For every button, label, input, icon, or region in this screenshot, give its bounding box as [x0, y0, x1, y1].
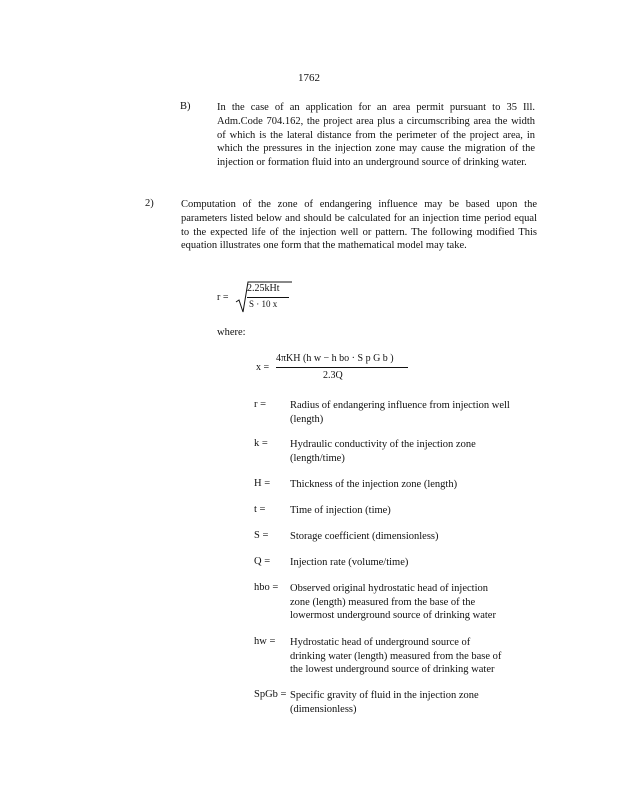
item-b-label: B) [180, 101, 191, 112]
formula-r-lhs: r = [217, 292, 229, 303]
formula-x-fraction-bar [276, 367, 408, 368]
formula-r-denominator: S · 10 x [249, 299, 278, 309]
page-number: 1762 [298, 72, 320, 84]
def-t-symbol: t = [254, 504, 266, 515]
where-label: where: [217, 327, 246, 338]
formula-x-lhs: x = [256, 362, 270, 373]
def-k-symbol: k = [254, 438, 268, 449]
def-hw-text: Hydrostatic head of underground source of drinking water (length) measured from the base of the lowest underground source of drinking water [290, 637, 502, 675]
item-2-label: 2) [145, 198, 154, 209]
def-hbo-text: Observed original hydrostatic head of injection zone (length) measured from the base of the lowermost underground source of drinking water [290, 583, 496, 621]
formula-r-fraction-bar [247, 297, 289, 298]
item-2-text: Computation of the zone of endangering influence may be based upon the parameters listed below and should be calculated for an injection time period equal to the expected life of the injection well or pattern. The following modified This equation illustrates one form that the mathematical model may take. [181, 199, 537, 252]
def-spgb-text: Specific gravity of fluid in the injection zone (dimensionless) [290, 690, 479, 715]
def-r-text: Radius of endangering influence from injection well (length) [290, 400, 510, 425]
formula-x-numerator: 4πKH (h w − h bo · S p G b ) [276, 353, 394, 364]
def-q-symbol: Q = [254, 556, 271, 567]
formula-x-denominator: 2.3Q [323, 370, 343, 381]
def-s-text: Storage coefficient (dimensionless) [290, 531, 439, 542]
def-k-text: Hydraulic conductivity of the injection zone (length/time) [290, 439, 476, 464]
def-h-symbol: H = [254, 478, 271, 489]
def-q-text: Injection rate (volume/time) [290, 557, 409, 568]
def-h-text: Thickness of the injection zone (length) [290, 479, 458, 490]
def-r-symbol: r = [254, 399, 267, 410]
item-b-text: In the case of an application for an area permit pursuant to 35 Ill. Adm.Code 704.162, the project area plus a circumscribing area the width of which is the lateral distance from the perimeter of the project area, in which the pressures in the injection zone may cause the migration of the injection or formation fluid into an underground source of drinking water. [217, 102, 535, 169]
formula-r-numerator: 2.25kHt [247, 283, 280, 294]
def-hbo-symbol: hbo = [254, 582, 279, 593]
def-s-symbol: S = [254, 530, 269, 541]
def-hw-symbol: hw = [254, 636, 276, 647]
def-t-text: Time of injection (time) [290, 505, 391, 516]
def-spgb-symbol: SpGb = [254, 689, 287, 700]
